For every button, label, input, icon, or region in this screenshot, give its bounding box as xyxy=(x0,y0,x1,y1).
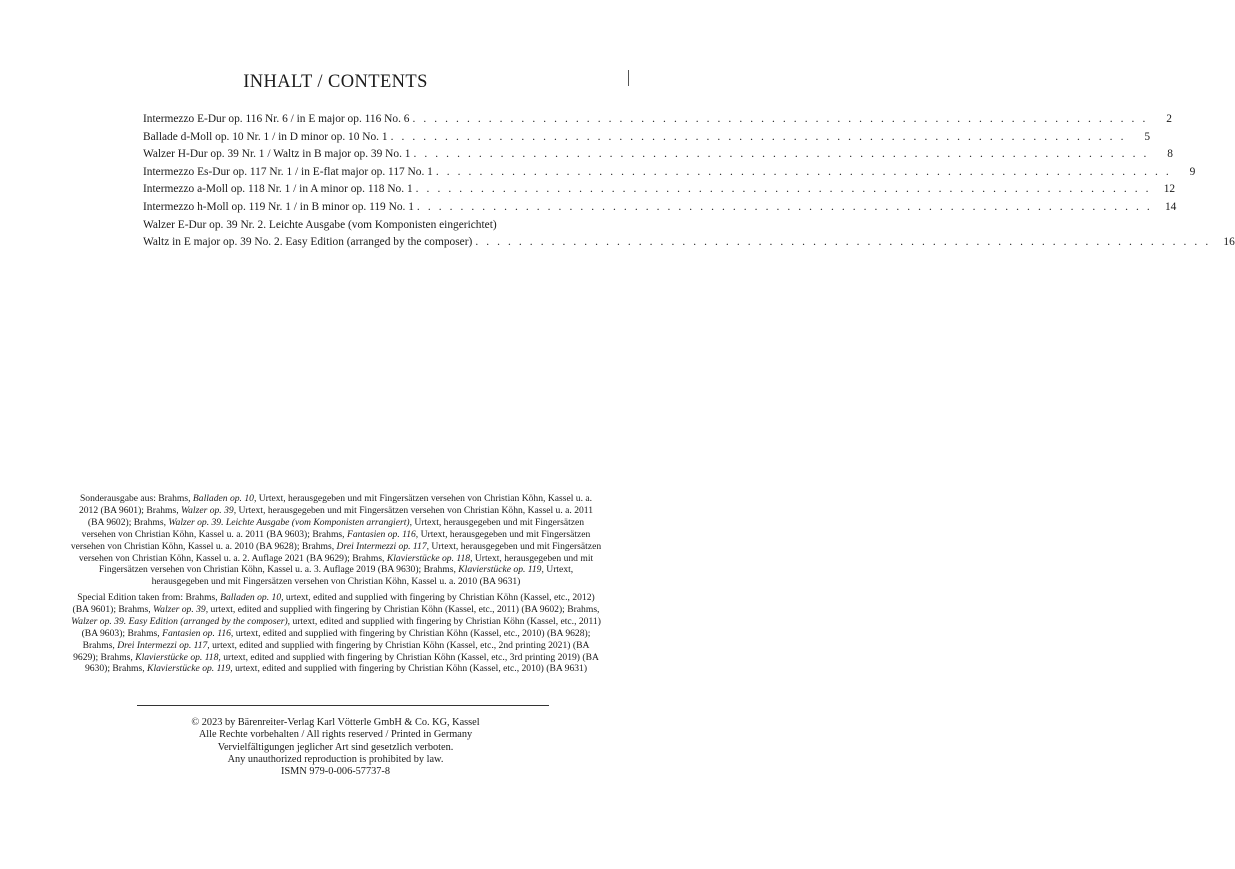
toc-leader-dots: . . . . . . . . . . . . . . . . . . . . . . . . . . . . . . . . . . . . . . . . . . . . . . . . . . . . . . . . . . . . . . . . . . . . xyxy=(415,183,1152,195)
toc-leader-dots: . . . . . . . . . . . . . . . . . . . . . . . . . . . . . . . . . . . . . . . . . . . . . . . . . . . . . . . . . . . . . . . . . . . . xyxy=(412,113,1148,125)
toc-entry-title: Walzer H-Dur op. 39 Nr. 1 / Waltz in B major op. 39 No. 1 xyxy=(143,148,411,160)
ismn-number: ISMN 979-0-006-57737-8 xyxy=(281,766,390,778)
table-of-contents xyxy=(143,113,1235,253)
toc-page-number: 14 xyxy=(1164,200,1177,213)
toc-leader-dots: . . . . . . . . . . . . . . . . . . . . . . . . . . . . . . . . . . . . . . . . . . . . . . . . . . . . . . . . . . . . . . . . . . . . xyxy=(435,165,1172,178)
toc-entry[interactable] xyxy=(143,200,1177,219)
toc-entry-title: Intermezzo h-Moll op. 119 Nr. 1 / in B minor op. 119 No. 1 xyxy=(143,200,414,213)
special-edition-note-german: Sonderausgabe aus: Brahms, Balladen op. 10, Urtext, herausgegeben und mit Fingersätzen versehen von Christian Köhn, Kassel u. a. 2012 (BA 9601); Brahms, Walzer op. 39, Urtext, herausgegeben und mit Fingersätzen versehen von Christian Köhn, Kassel u. a. 2011 (BA 9602); Brahms, Walzer op. 39. Leichte Ausgabe (vom Komponisten arrangiert), Urtext, herausgegeben und mit Fingersätzen versehen von Christian Köhn, Kassel u. a. 2011 (BA 9603); Brahms, Fantasien op. 116, Urtext, herausgegeben und mit Fingersätzen versehen von Christian Köhn, Kassel u. a. 2010 (BA 9628); Brahms, Drei Intermezzi op. 117, Urtext, herausgegeben und mit Fingersätzen versehen von Christian Köhn, Kassel u. a. 2. Auflage 2021 (BA 9629); Brahms, Klavierstücke op. 118, Urtext, herausgegeben und mit Fingersätzen versehen von Christian Köhn, Kassel u. a. 3. Auflage 2019 (BA 9630); Brahms, Klavierstücke op. 119, Urtext, herausgegeben und mit Fingersätzen versehen von Christian Köhn, Kassel u. a. 2010 (BA 9631) xyxy=(70,493,602,588)
divider-line xyxy=(137,705,549,706)
toc-entry-title: Ballade d-Moll op. 10 Nr. 1 / in D minor op. 10 No. 1 xyxy=(143,130,388,143)
toc-leader-dots: . . . . . . . . . . . . . . . . . . . . . . . . . . . . . . . . . . . . . . . . . . . . . . . . . . . . . . . . . . . . . . . . . . . . xyxy=(390,130,1127,143)
toc-page-number: 2 xyxy=(1166,113,1172,125)
toc-entry[interactable] xyxy=(143,165,1196,184)
toc-page-number: 16 xyxy=(1223,236,1235,248)
special-edition-note-english: Special Edition taken from: Brahms, Balladen op. 10, urtext, edited and supplied with fingering by Christian Köhn (Kassel, etc., 2012) (BA 9601); Brahms, Walzer op. 39, urtext, edited and supplied with fingering by Christian Köhn (Kassel, etc., 2011) (BA 9602); Brahms, Walzer op. 39. Easy Edition (arranged by the composer), urtext, edited and supplied with fingering by Christian Köhn (Kassel, etc., 2011) (BA 9603); Brahms, Fantasien op. 116, urtext, edited and supplied with fingering by Christian Köhn (Kassel, etc., 2010) (BA 9628); Brahms, Drei Intermezzi op. 117, urtext, edited and supplied with fingering by Christian Köhn (Kassel, etc., 2nd printing 2021) (BA 9629); Brahms, Klavierstücke op. 118, urtext, edited and supplied with fingering by Christian Köhn (Kassel, etc., 3rd printing 2019) (BA 9630); Brahms, Klavierstücke op. 119, urtext, edited and supplied with fingering by Christian Köhn (Kassel, etc., 2010) (BA 9631) xyxy=(71,592,601,675)
rights-line: Alle Rechte vorbehalten / All rights reserved / Printed in Germany xyxy=(198,729,473,741)
toc-page-number: 8 xyxy=(1167,148,1173,160)
toc-entry-title-english: Waltz in E major op. 39 No. 2. Easy Edition (arranged by the composer) xyxy=(143,236,473,248)
toc-page-number: 5 xyxy=(1144,130,1151,143)
toc-entry-title-german: Walzer E-Dur op. 39 Nr. 2. Leichte Ausgabe (vom Komponisten eingerichtet) xyxy=(143,219,497,231)
toc-page-number: 9 xyxy=(1189,165,1196,178)
page-title: INHALT / CONTENTS xyxy=(243,72,428,92)
toc-entry-title: Intermezzo Es-Dur op. 117 Nr. 1 / in E-flat major op. 117 No. 1 xyxy=(143,165,433,178)
reproduction-notice-german: Vervielfältigungen jeglicher Art sind gesetzlich verboten. xyxy=(217,741,454,753)
toc-entry-title: Intermezzo a-Moll op. 118 Nr. 1 / in A minor op. 118 No. 1 xyxy=(143,183,413,195)
toc-leader-dots: . . . . . . . . . . . . . . . . . . . . . . . . . . . . . . . . . . . . . . . . . . . . . . . . . . . . . . . . . . . . . . . . . . . . xyxy=(475,236,1211,248)
toc-entry[interactable] xyxy=(143,148,1173,166)
toc-entry[interactable] xyxy=(143,113,1172,131)
copyright-block xyxy=(0,717,671,778)
copyright-line: © 2023 by Bärenreiter-Verlag Karl Vötterle GmbH & Co. KG, Kassel xyxy=(191,717,480,728)
toc-entry[interactable] xyxy=(143,219,1235,253)
reproduction-notice-english: Any unauthorized reproduction is prohibited by law. xyxy=(227,753,444,765)
toc-entry[interactable] xyxy=(143,183,1176,201)
toc-entry[interactable] xyxy=(143,130,1151,149)
toc-page-number: 12 xyxy=(1163,183,1176,195)
toc-leader-dots: . . . . . . . . . . . . . . . . . . . . . . . . . . . . . . . . . . . . . . . . . . . . . . . . . . . . . . . . . . . . . . . . . . . . xyxy=(416,200,1153,213)
toc-leader-dots: . . . . . . . . . . . . . . . . . . . . . . . . . . . . . . . . . . . . . . . . . . . . . . . . . . . . . . . . . . . . . . . . . . . . xyxy=(413,148,1149,160)
toc-entry-title: Intermezzo E-Dur op. 116 Nr. 6 / in E major op. 116 No. 6 xyxy=(143,113,410,125)
